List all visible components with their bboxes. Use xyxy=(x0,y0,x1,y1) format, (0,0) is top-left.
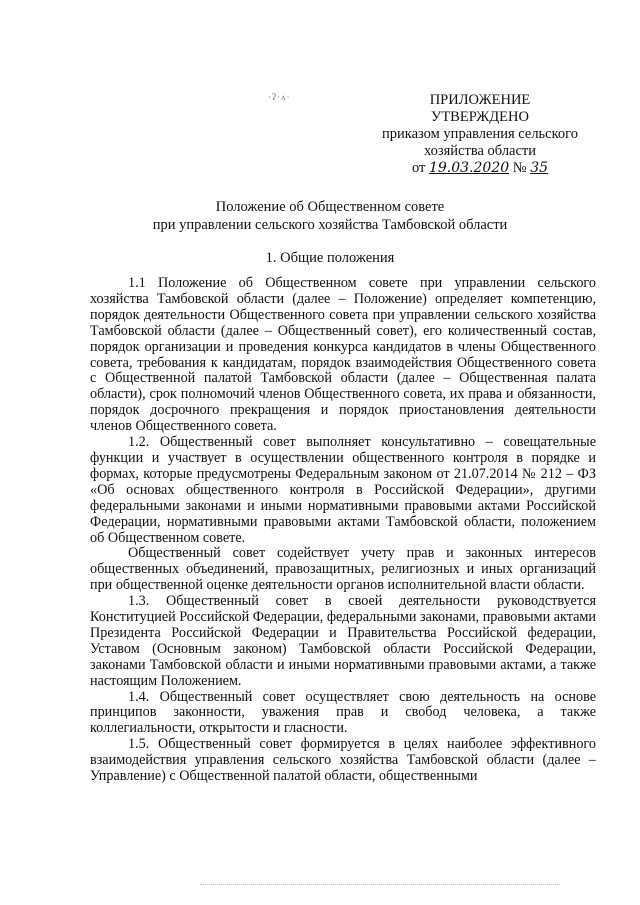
paragraph: 1.1 Положение об Общественном совете при управлении сельского хозяйства Тамбовской области (далее – Положение) определяет компетенцию, порядок деятельности Общественного совета при управлении сельского хозяйства Тамбовской области (далее – Общественный совет), его количественный состав, порядок организации и проведения конкурса кандидатов в члены Общественного совета, требования к кандидатам, порядок взаимодействия Общественного совета с Общественной палатой Тамбовской области (далее – Общественная палата области), срок полномочий членов Общественного совета, их права и обязанности, порядок досрочного прекращения и порядок приостановления деятельности членов Общественного совета. xyxy=(90,275,596,435)
title-line-2: при управлении сельского хозяйства Тамбовской области xyxy=(152,217,508,233)
title-line-1: Положение об Общественном совете xyxy=(215,199,445,215)
handwritten-number: 35 xyxy=(530,160,549,176)
approval-appendix: ПРИЛОЖЕНИЕ xyxy=(429,92,531,108)
section-heading: 1. Общие положения xyxy=(265,250,395,266)
paragraph: Общественный совет содействует учету прав и законных интересов общественных объединений, правозащитных, религиозных и иных организаций при общественной оценке деятельности органов исполнительной власти области. xyxy=(90,545,596,594)
approval-order-line: приказом управления сельского xyxy=(381,126,578,142)
paragraph: 1.2. Общественный совет выполняет консультативно – совещательные функции и участвует в осуществлении общественного контроля в порядке и формах, которые предусмотрены Федеральным законом от 21.07.2014 № 212 – ФЗ «Об основах общественного контроля в Российской Федерации», другими федеральными законами и иными нормативными правовыми актами Российской Федерации, нормативными правовыми актами Тамбовской области, положением об Общественном совете. xyxy=(90,434,596,546)
paragraph: 1.4. Общественный совет осуществляет свою деятельность на основе принципов законности, уважения прав и свобод человека, а также коллегиальности, открытости и гласности. xyxy=(90,688,596,737)
approval-approved: УТВЕРЖДЕНО xyxy=(431,109,529,125)
approval-date-line xyxy=(412,160,548,177)
approval-block xyxy=(360,92,600,177)
scan-mark: ·ʔ·ʌ· xyxy=(268,92,291,102)
handwritten-date: 19.03.2020 xyxy=(428,160,510,176)
document-title xyxy=(60,198,600,234)
document-body xyxy=(90,276,596,785)
paragraph: 1.3. Общественный совет в своей деятельности руководствуется Конституцией Российской Федерации, федеральными законами, правовыми актами Президента Российской Федерации и Правительства Российской федерации, Уставом (Основным законом) Тамбовской области Российской Федерации, законами Тамбовской области и иными нормативными правовыми актами, а также настоящим Положением. xyxy=(90,593,596,689)
scan-edge-line xyxy=(200,884,560,885)
approval-order-line-2: хозяйства области xyxy=(423,143,537,159)
paragraph: 1.5. Общественный совет формируется в целях наиболее эффективного взаимодействия управления сельского хозяйства Тамбовской области (далее – Управление) с Общественной палатой области, общественными xyxy=(90,736,596,785)
date-prefix: от xyxy=(411,160,426,176)
number-label: № xyxy=(512,160,527,176)
